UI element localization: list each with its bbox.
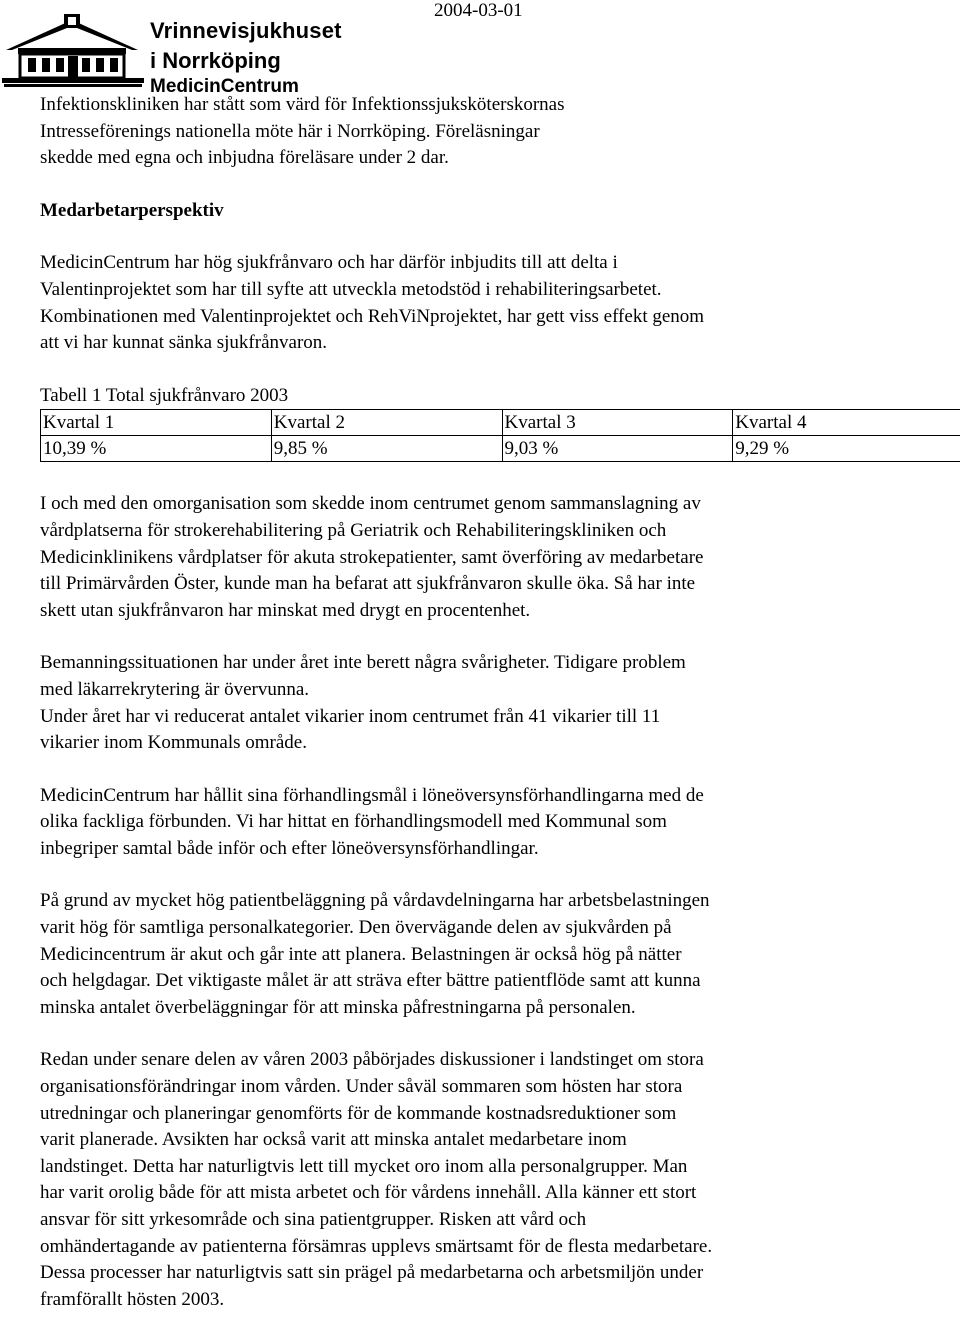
text-line: organisationsförändringar inom vården. Under såväl sommaren som hösten har stora	[40, 1076, 683, 1098]
text-line: omhändertagande av patienterna försämras upplevs smärtsamt för de flesta medarbetare.	[40, 1235, 713, 1257]
text-line: Medicinklinikens vårdplatser för akuta strokepatienter, samt överföring av medarbetare	[40, 546, 704, 568]
logo-line-2: i Norrköping	[150, 48, 281, 73]
text-line: MedicinCentrum har hållit sina förhandlingsmål i löneöversynsförhandlingarna med de	[40, 784, 704, 806]
table-caption: Tabell 1 Total sjukfrånvaro 2003	[40, 384, 289, 406]
text-line: MedicinCentrum har hög sjukfrånvaro och har därför inbjudits till att delta i	[40, 252, 618, 274]
text-line: vikarier inom Kommunals område.	[40, 732, 307, 754]
text-line: till Primärvården Öster, kunde man ha befarat att sjukfrånvaron skulle öka. Så har inte	[40, 573, 696, 595]
text-line: skett utan sjukfrånvaron har minskat med drygt en procentenhet.	[40, 599, 531, 621]
document-date: 2004-03-01	[434, 0, 523, 21]
text-line: att vi har kunnat sänka sjukfrånvaron.	[40, 332, 328, 354]
paragraph-workload	[40, 888, 940, 1021]
text-line: varit hög för samtliga personalkategorier. Den övervägande delen av sjukvården på	[40, 917, 672, 939]
text-line: Medicincentrum är akut och går inte att planera. Belastningen är också hög på nätter	[40, 943, 682, 965]
table-cell: 9,85 %	[271, 436, 502, 462]
text-line: Bemanningssituationen har under året inte berett några svårigheter. Tidigare problem	[40, 652, 686, 674]
table-row	[41, 436, 960, 462]
table-header-cell: Kvartal 1	[41, 410, 272, 436]
text-line: framförallt hösten 2003.	[40, 1288, 225, 1310]
intro-paragraph	[40, 92, 940, 172]
text-line: vårdplatserna för strokerehabilitering på Geriatrik och Rehabiliteringskliniken och	[40, 519, 667, 541]
paragraph-valentin	[40, 250, 940, 356]
table-cell: 9,29 %	[733, 436, 960, 462]
logo-line-1: Vrinnevisjukhuset	[150, 18, 342, 43]
text-line: utredningar och planeringar genomförts för de kommande kostnadsreduktioner som	[40, 1102, 677, 1124]
text-line: Kombinationen med Valentinprojektet och RehViNprojektet, har gett viss effekt genom	[40, 305, 705, 327]
logo-line-3: MedicinCentrum	[150, 76, 299, 97]
text-line: skedde med egna och inbjudna föreläsare under 2 dar.	[40, 147, 449, 169]
text-line: varit planerade. Avsikten har också varit att minska antalet medarbetare inom	[40, 1129, 627, 1151]
text-line: Dessa processer har naturligtvis satt sin prägel på medarbetarna och arbetsmiljön under	[40, 1262, 704, 1284]
text-line: På grund av mycket hög patientbeläggning på vårdavdelningarna har arbetsbelastningen	[40, 890, 710, 912]
table-header-cell: Kvartal 2	[271, 410, 502, 436]
table-header-row	[41, 410, 960, 436]
paragraph-negotiations	[40, 783, 940, 863]
paragraph-reorganisation	[40, 491, 940, 624]
text-line: och helgdagar. Det viktigaste målet är att sträva efter bättre patientflöde samt att kunna	[40, 970, 701, 992]
text-line: Redan under senare delen av våren 2003 påbörjades diskussioner i landstinget om stora	[40, 1049, 704, 1071]
hospital-building-icon	[2, 14, 144, 94]
text-line: minska antalet överbeläggningar för att minska påfrestningarna på personalen.	[40, 996, 636, 1018]
table-header-cell: Kvartal 4	[733, 410, 960, 436]
text-line: Infektionskliniken har stått som värd för Infektionssjuksköterskornas	[40, 94, 565, 115]
text-line: landstinget. Detta har naturligtvis lett till mycket oro inom alla personalgrupper. Man	[40, 1155, 688, 1177]
section-heading: Medarbetarperspektiv	[40, 199, 224, 221]
table-cell: 9,03 %	[502, 436, 733, 462]
text-line: inbegriper samtal både inför och efter löneöversynsförhandlingar.	[40, 837, 539, 859]
paragraph-staffing	[40, 650, 940, 756]
document-body	[40, 92, 940, 1313]
text-line: har varit orolig både för att mista arbetet och för vårdens innehåll. Alla känner ett stort	[40, 1182, 697, 1204]
table-header-cell: Kvartal 3	[502, 410, 733, 436]
table-cell: 10,39 %	[41, 436, 272, 462]
hospital-logo	[2, 10, 342, 97]
sick-leave-table	[40, 409, 960, 462]
text-line: olika fackliga förbunden. Vi har hittat en förhandlingsmodell med Kommunal som	[40, 811, 667, 833]
text-line: I och med den omorganisation som skedde inom centrumet genom sammanslagning av	[40, 493, 701, 515]
text-line: Under året har vi reducerat antalet vikarier inom centrumet från 41 vikarier till 11	[40, 705, 661, 727]
text-line: med läkarrekrytering är övervunna.	[40, 678, 310, 700]
text-line: Intresseförenings nationella möte här i Norrköping. Föreläsningar	[40, 120, 540, 142]
text-line: ansvar för sitt yrkesområde och sina patientgrupper. Risken att vård och	[40, 1209, 587, 1230]
paragraph-organisation-changes	[40, 1047, 940, 1313]
text-line: Valentinprojektet som har till syfte att utveckla metodstöd i rehabiliteringsarbetet.	[40, 278, 662, 300]
